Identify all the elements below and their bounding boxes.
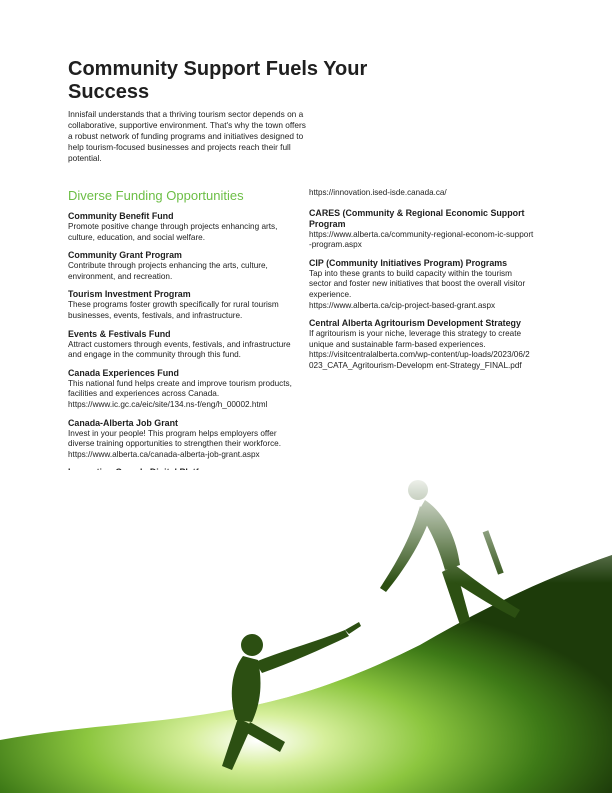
funding-item-link[interactable]: https://www.ic.gc.ca/eic/site/134.ns-f/eng/h_00002.html [68,399,268,409]
funding-item-link[interactable]: https://visitcentralalberta.com/wp-content/up-loads/2023/06/2023_CATA_Agritourism-Developm ent-Strategy_FINAL.pdf [309,350,530,370]
left-column [68,188,303,517]
funding-item-title: Canada Experiences Fund [68,367,179,378]
helping-hand-climbers-photo [0,470,612,793]
funding-item-link[interactable]: https://www.alberta.ca/cip-project-based-grant.aspx [309,300,496,310]
funding-item-description: Promote positive change through projects enhancing arts, culture, education, and social welfare. [68,222,278,242]
funding-item-title: Community Grant Program [68,250,182,261]
funding-list-right [309,208,534,372]
funding-item [68,250,303,282]
funding-item-link[interactable]: https://www.alberta.ca/community-regional-econom-ic-support-program.aspx [309,229,534,250]
funding-item [68,329,303,361]
innovation-link[interactable]: https://innovation.ised-isde.canada.ca/ [309,188,447,197]
funding-item-description: Tap into these grants to build capacity within the tourism sector and foster new initiatives that boost the overall visitor experience. [309,268,526,299]
funding-item-title: Events & Festivals Fund [68,328,171,339]
funding-item [68,211,303,243]
funding-item-description: If agritourism is your niche, leverage this strategy to create unique and sustainable farm-based experiences. [309,329,522,349]
funding-list-left [68,211,303,510]
funding-item [68,289,303,321]
section-heading: Diverse Funding Opportunities [68,188,244,203]
right-column [309,188,534,379]
intro-paragraph: Innisfail understands that a thriving tourism sector depends on a collaborative, supportive environment. That's why the town offers a robust network of funding programs and initiatives designed to help tourism-focused businesses and projects reach their full potential. [68,109,306,164]
funding-item [309,208,534,251]
funding-item-title: Community Benefit Fund [68,211,174,221]
funding-item-title: Tourism Investment Program [68,289,191,300]
funding-item-title: CARES (Community & Regional Economic Support Program [309,207,525,229]
funding-item-description: This national fund helps create and improve tourism products, facilities and experiences across Canada. [68,378,292,399]
funding-item-title: CIP (Community Initiatives Program) Programs [309,257,508,268]
funding-item-link[interactable]: https://www.alberta.ca/canada-alberta-job-grant.aspx [68,449,260,459]
funding-item [309,258,534,311]
funding-item-description: Contribute through projects enhancing the arts, culture, environment, and recreation. [68,261,268,281]
funding-item-description: Invest in your people! This program helps employers offer diverse training opportunities to strengthen their workforce. [68,428,281,449]
funding-item-title: Canada-Alberta Job Grant [68,417,178,428]
funding-item-description: Attract customers through events, festivals, and infrastructure and engage in the community through this fund. [68,339,291,360]
funding-item [309,318,534,371]
funding-item-title: Central Alberta Agritourism Development Strategy [309,318,521,329]
funding-item-description: These programs foster growth specifically for rural tourism businesses, events, festivals, and infrastructure. [68,300,279,320]
page-title: Community Support Fuels Your Success [68,58,368,103]
funding-item [68,418,303,461]
funding-item [68,368,303,411]
